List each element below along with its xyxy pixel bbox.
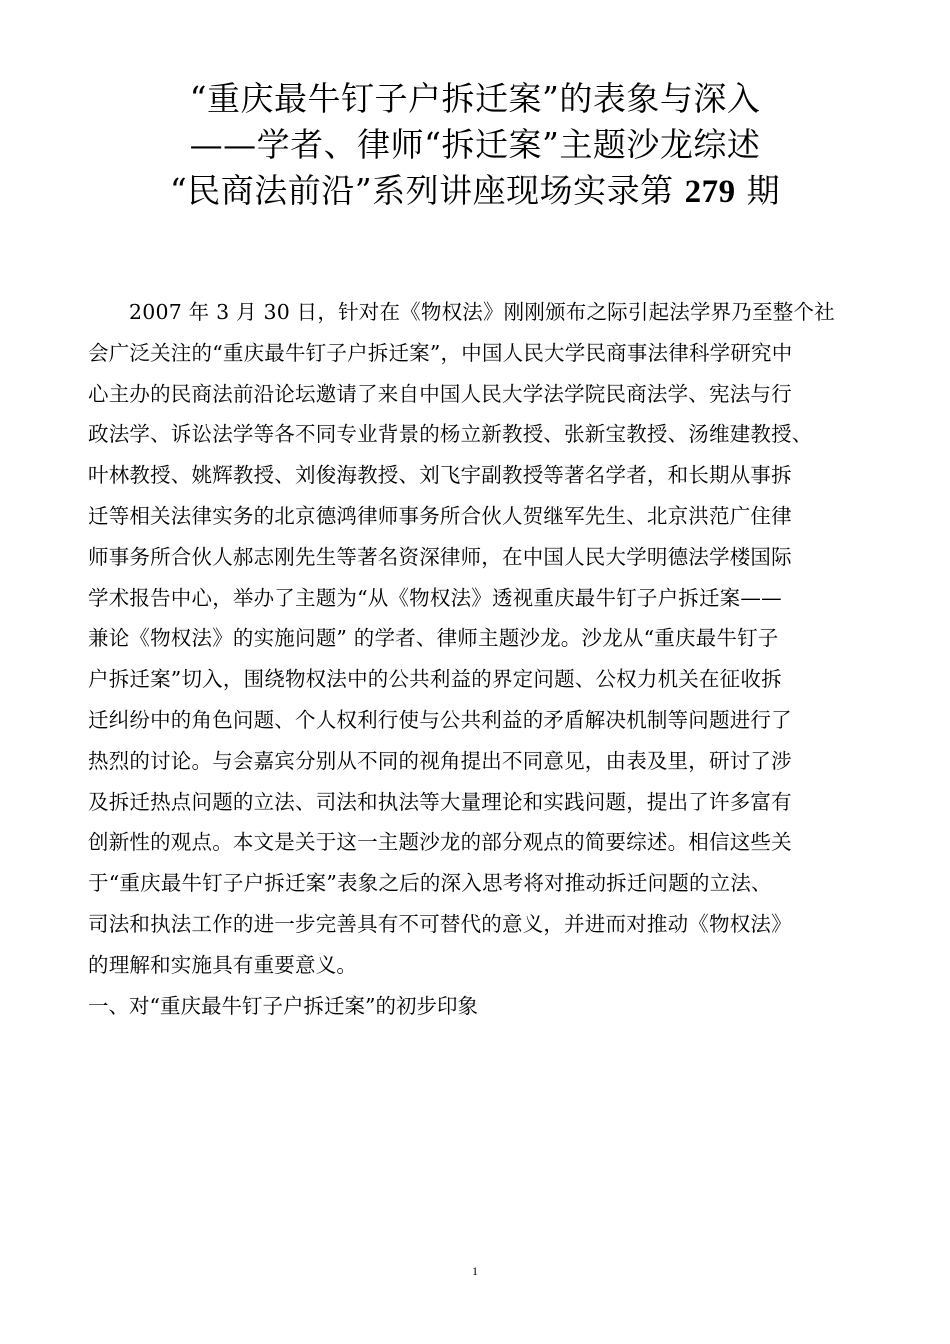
paragraph-line: 叶林教授、姚辉教授、刘俊海教授、刘飞宇副教授等著名学者，和长期从事拆 xyxy=(88,463,792,488)
paragraph-line: 会广泛关注的“重庆最牛钉子户拆迁案”，中国人民大学民商事法律科学研究中 xyxy=(88,340,793,365)
section-heading: 一、对“重庆最牛钉子户拆迁案”的初步印象 xyxy=(88,993,478,1018)
paragraph-line: 创新性的观点。本文是关于这一主题沙龙的部分观点的简要综述。相信这些关 xyxy=(88,830,792,855)
paragraph-line: 迁纠纷中的角色问题、个人权利行使与公共利益的矛盾解决机制等问题进行了 xyxy=(88,707,792,732)
title-line-3 xyxy=(60,168,890,213)
paragraph-line: 司法和执法工作的进一步完善具有不可替代的意义，并进而对推动《物权法》 xyxy=(88,911,792,936)
paragraph-line: 迁等相关法律实务的北京德鸿律师事务所合伙人贺继军先生、北京洪范广住律 xyxy=(88,503,792,528)
paragraph-line: 政法学、诉讼法学等各不同专业背景的杨立新教授、张新宝教授、汤维建教授、 xyxy=(88,422,813,447)
paragraph-line: 及拆迁热点问题的立法、司法和执法等大量理论和实践问题，提出了许多富有 xyxy=(88,789,792,814)
title-line-3-prefix: “民商法前沿”系列讲座现场实录第 xyxy=(169,171,685,210)
paragraph-line: 热烈的讨论。与会嘉宾分别从不同的视角提出不同意见，由表及里，研讨了涉 xyxy=(88,748,792,773)
paragraph-line: 于“重庆最牛钉子户拆迁案”表象之后的深入思考将对推动拆迁问题的立法、 xyxy=(88,871,772,896)
paragraph-line: 户拆迁案”切入，围绕物权法中的公共利益的界定问题、公权力机关在征收拆 xyxy=(88,667,782,692)
document-title xyxy=(60,76,890,213)
title-line-3-suffix: 期 xyxy=(735,171,781,210)
intro-paragraph xyxy=(88,292,863,986)
document-body xyxy=(88,292,863,1026)
paragraph-line: 师事务所合伙人郝志刚先生等著名资深律师，在中国人民大学明德法学楼国际 xyxy=(88,544,792,569)
page-number: 1 xyxy=(472,1264,478,1278)
title-line-2: ——学者、律师“拆迁案”主题沙龙综述 xyxy=(189,125,761,164)
paragraph-line: 兼论《物权法》的实施问题” 的学者、律师主题沙龙。沙龙从“重庆最牛钉子 xyxy=(88,626,779,651)
paragraph-line: 心主办的民商法前沿论坛邀请了来自中国人民大学法学院民商法学、宪法与行 xyxy=(88,381,792,406)
paragraph-line: 学术报告中心，举办了主题为“从《物权法》透视重庆最牛钉子户拆迁案—— xyxy=(88,585,782,610)
paragraph-line: 2007 年 3 月 30 日，针对在《物权法》刚刚颁布之际引起法学界乃至整个社 xyxy=(129,300,835,324)
paragraph-line: 的理解和实施具有重要意义。 xyxy=(88,952,358,977)
lecture-number: 279 xyxy=(684,174,736,210)
title-line-1: “重庆最牛钉子户拆迁案”的表象与深入 xyxy=(189,79,761,118)
